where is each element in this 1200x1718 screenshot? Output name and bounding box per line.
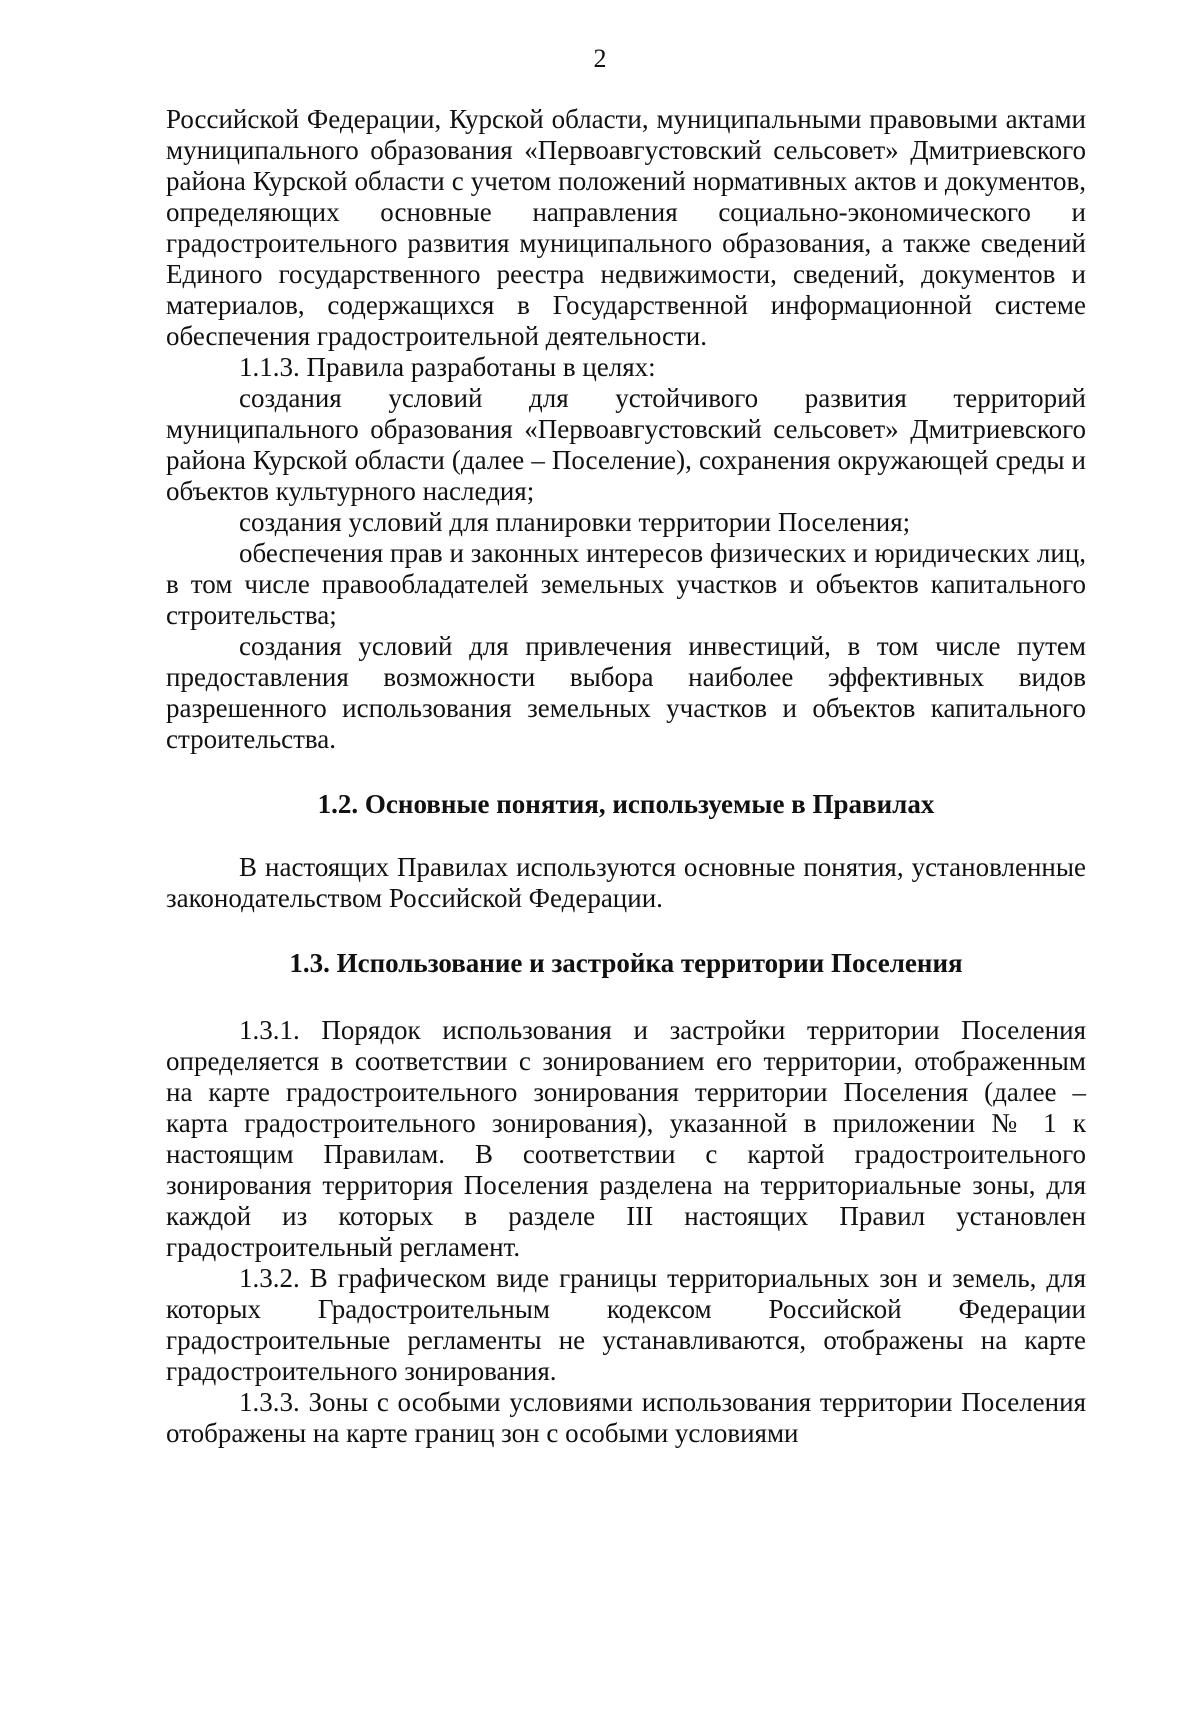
goal-item-sustainable-development: создания условий для устойчивого развития территорий муниципального образования «Первоавгустовский сельсовет» Дмитриевского района Курской области (далее – Поселение), сохранения окружающей среды и объектов культурного наследия; xyxy=(166,383,1086,506)
paragraph-1-3-1: 1.3.1. Порядок использования и застройки территории Поселения определяется в соответствии с зонированием его территории, отображенным на карте градостроительного зонирования территории Поселения (далее – карта градостроительного зонирования), указанной в приложении № 1 к настоящим Правилам. В соответствии с картой градостроительного зонирования территория Поселения разделена на территориальные зоны, для каждой из которых в разделе III настоящих Правил установлен градостроительный регламент. xyxy=(166,1015,1086,1262)
paragraph-1-3-3: 1.3.3. Зоны с особыми условиями использования территории Поселения отображены на карте границ зон с особыми условиями xyxy=(166,1387,1086,1448)
spacer xyxy=(166,914,1086,948)
document-body xyxy=(166,104,1086,1449)
goal-item-rights: обеспечения прав и законных интересов физических и юридических лиц, в том числе правообладателей земельных участков и объектов капитального строительства; xyxy=(166,538,1086,630)
page-number: 2 xyxy=(593,44,607,73)
paragraph-continuation: Российской Федерации, Курской области, муниципальными правовыми актами муниципального образования «Первоавгустовский сельсовет» Дмитриевского района Курской области с учетом положений нормативных актов и документов, определяющих основные направления социально-экономического и градостроительного развития муниципального образования, а также сведений Единого государственного реестра недвижимости, сведений, документов и материалов, содержащихся в Государственной информационной системе обеспечения градостроительной деятельности. xyxy=(166,104,1086,351)
spacer xyxy=(166,755,1086,789)
goal-item-investments: создания условий для привлечения инвестиций, в том числе путем предоставления возможности выбора наиболее эффективных видов разрешенного использования земельных участков и объектов капитального строительства. xyxy=(166,631,1086,754)
goal-item-planning: создания условий для планировки территории Поселения; xyxy=(239,507,911,537)
paragraph-1-2: В настоящих Правилах используются основные понятия, установленные законодательством Российской Федерации. xyxy=(166,852,1086,913)
spacer xyxy=(166,820,1086,852)
section-heading-1-2: 1.2. Основные понятия, используемые в Правилах xyxy=(317,789,935,819)
section-heading-1-3: 1.3. Использование и застройка территории Поселения xyxy=(289,948,963,978)
paragraph-1-3-2: 1.3.2. В графическом виде границы территориальных зон и земель, для которых Градостроительным кодексом Российской Федерации градостроительные регламенты не устанавливаются, отображены на карте градостроительного зонирования. xyxy=(166,1263,1086,1386)
spacer xyxy=(166,979,1086,1015)
paragraph-1-1-3: 1.1.3. Правила разработаны в целях: xyxy=(239,352,656,382)
